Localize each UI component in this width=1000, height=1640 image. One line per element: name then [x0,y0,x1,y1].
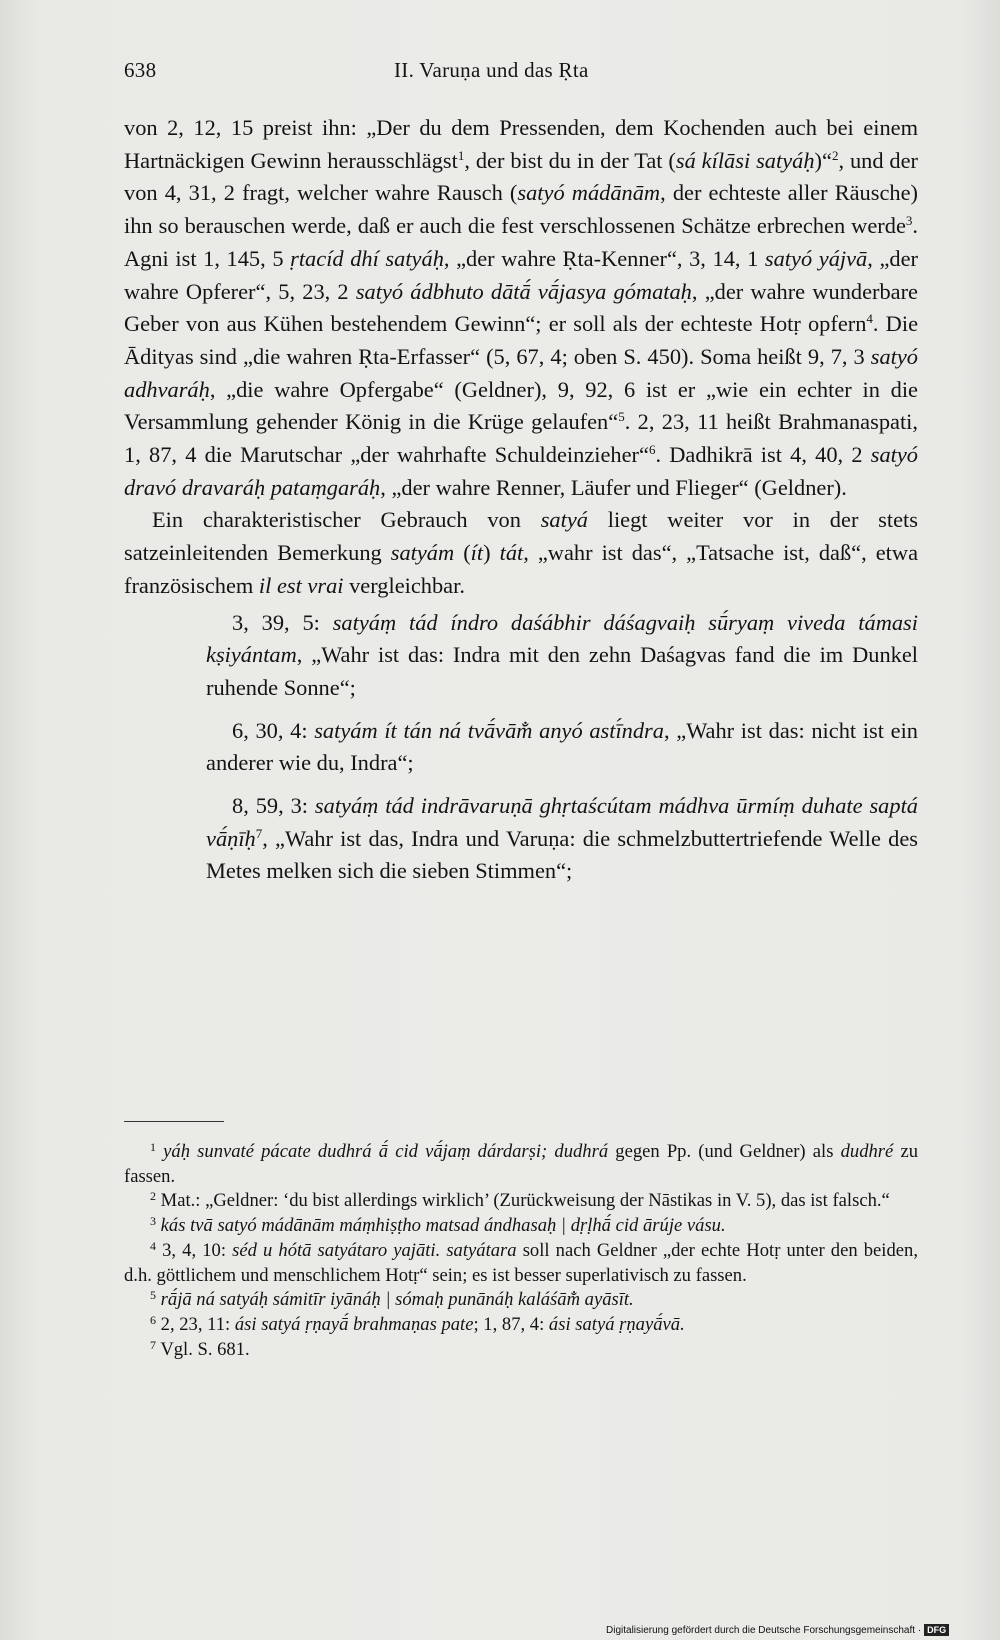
text: , „der wahre Renner, Läufer und Flieger“ (Geldner). [380,474,847,500]
translation: , „Wahr ist das: Indra mit den zehn Daśagvas fand die im Dunkel ruhende Sonne“; [206,642,918,700]
paragraph-2 [124,504,918,602]
text: , der bist du in der Tat ( [464,147,676,173]
text: , „der wahre Ṛta-Kenner“, 3, 14, 1 [443,245,765,271]
footnote-number: 2 [150,1189,156,1204]
text: , „wahr ist das“, „Tatsache ist, daß“, etwa französischem [124,540,919,598]
translation: , „Wahr ist das: nicht ist ein anderer wie du, Indra“; [206,717,918,776]
footnote-ref: 1 [457,147,465,163]
text: ( [454,540,471,566]
footnote-number: 1 [150,1140,156,1154]
sanskrit-quote: satyó ádbhuto dātā́ vā́jasya gómataḥ [355,278,692,304]
block-quote-1 [206,607,918,705]
paragraph-1 [124,112,918,504]
footnote-number: 7 [150,1337,156,1352]
sanskrit-verse: satyáṃ tád indrāvaruṇā ghṛtaścútam mádhva ūrmíṃ duhate saptá vā́ṇīḥ [206,793,918,851]
verse-reference: 8, 59, 3: [232,793,315,819]
text: von 2, 12, 15 preist ihn: „Der du dem Pressenden, dem Kochenden auch bei einem Hartnäckigen Gewinn herausschlägst [124,115,918,173]
text: , „der wahre Opferer“, 5, 23, 2 [124,245,918,304]
text: gegen Pp. (und Geldner) als [608,1141,841,1162]
sanskrit-text: ási satyá ṛṇayā́ brahmaṇas pate [234,1313,474,1335]
text: 2, 23, 11: [160,1313,235,1335]
page-header [124,58,916,94]
text: , „die wahre Opfergabe“ (Geldner), 9, 92, 6 ist er „wie ein echter in die Versammlung gehender König in die Krüge gelaufen“ [124,376,918,435]
text: . Dadhikrā ist 4, 40, 2 [655,442,871,468]
footnote-3 [124,1214,918,1239]
sanskrit-verse: satyáṃ tád índro daśábhir dáśagvaiḥ sū́ryaṃ viveda támasi kṣiyántam [206,609,918,668]
footnotes [124,1140,918,1362]
main-text [124,112,918,888]
text: )“ [814,147,832,173]
text: 3, 4, 10: [162,1239,233,1261]
credit-text: Digitalisierung gefördert durch die Deutsche Forschungsgemeinschaft · [606,1625,922,1636]
footnote-5 [124,1288,918,1313]
sanskrit-text: kás tvā satyó mádānām máṃhiṣṭho matsad ándhasaḥ | dṛḷhā́ cid ārúje vásu. [160,1215,726,1237]
sanskrit-term: satyá [540,507,588,533]
sanskrit-term: satyám [390,540,455,566]
text: ; 1, 87, 4: [473,1313,549,1335]
text: , „der wahre wunderbare Geber von aus Kühen bestehendem Gewinn“; er soll als der echteste Hotṛ opfern [124,278,919,337]
footnote-number: 5 [150,1288,156,1303]
verse-reference: 6, 30, 4: [232,717,315,743]
text: . 2, 23, 11 heißt Brahmanaspati, 1, 87, 4 die Marutschar „der wahrhafte Schuldeinzieher“ [124,409,918,468]
translation: , „Wahr ist das, Indra und Varuṇa: die schmelzbuttertriefende Welle des Metes melken sich die sieben Stimmen“; [206,825,918,884]
sanskrit-text: ási satyá ṛṇayā́vā. [548,1313,685,1335]
sanskrit-term: tát [499,540,524,566]
footnote-ref: 7 [255,825,263,841]
text: vergleichbar. [343,572,465,598]
french-term: il est vrai [258,572,344,598]
footnote-2 [124,1189,918,1214]
text: , und der von 4, 31, 2 fragt, welcher wahre Rausch ( [124,147,919,206]
text: soll nach Geldner „der echte Hotṛ unter den beiden, d.h. göttlichem und menschlichem Hotṛ“ sein; es ist besser superlativisch zu fassen. [124,1239,918,1286]
running-title: II. Varuṇa und das Ṛta [394,58,589,82]
digitization-credit [606,1624,1000,1640]
sanskrit-quote: satyó yájvā [764,245,868,271]
footnote-ref: 4 [866,311,873,327]
footnote-ref: 3 [905,213,913,229]
footnote-number: 6 [150,1312,156,1327]
sanskrit-quote: satyó dravó dravaráḥ pataṃgaráḥ [124,442,918,500]
sanskrit-quote: sá kílāsi satyáḥ [675,147,815,173]
sanskrit-quote: satyó mádānām [517,180,661,206]
footnote-ref: 2 [831,147,839,163]
footnote-4 [124,1239,918,1288]
sanskrit-text: yáḥ sunvaté pácate dudhrá ā́ cid vā́jaṃ dárdarṣi; dudhrá [163,1141,609,1162]
dfg-logo: DFG [924,1624,949,1636]
verse-reference: 3, 39, 5: [232,609,333,635]
text: Mat.: „Geldner: ‘du bist allerdings wirklich’ (Zurückweisung der Nāstikas in V. 5), das ist falsch.“ [160,1190,890,1212]
sanskrit-text: rā́jā ná satyáḥ sámitīr iyānáḥ | sómaḥ punānáḥ kaláśām̐ ayāsīt. [160,1289,634,1311]
footnote-6 [124,1313,918,1338]
text: zu fassen. [124,1141,918,1187]
footnote-rule [124,1121,224,1122]
footnote-7 [124,1338,918,1363]
page-number: 638 [124,58,157,82]
footnote-1 [124,1140,918,1189]
text: , der echteste aller Räusche) ihn so berauschen werde, daß er auch die fest verschlossenen Schätze erbrechen werde [124,180,918,239]
text: Vgl. S. 681. [160,1338,250,1360]
text: . Die Ādityas sind „die wahren Ṛta-Erfasser“ (5, 67, 4; oben S. 450). Soma heißt 9, 7, 3 [124,311,919,369]
block-quote-3 [206,790,918,888]
block-quote-2 [206,715,918,780]
footnote-ref: 5 [618,409,625,425]
sanskrit-text: séd u hótā satyátaro yajāti. satyátara [232,1239,517,1261]
sanskrit-quote: ṛtacíd dhí satyáḥ [290,245,444,271]
text: ) [483,540,500,566]
text: liegt weiter vor in der stets satzeinleitenden Bemerkung [124,507,918,566]
footnote-number: 4 [150,1238,156,1253]
sanskrit-term: ít [470,540,484,566]
text: . Agni ist 1, 145, 5 [124,213,918,271]
text: Ein charakteristischer Gebrauch von [152,507,541,533]
sanskrit-text: dudhré [840,1141,894,1162]
footnote-number: 3 [150,1214,156,1229]
sanskrit-verse: satyám ít tán ná tvā́vām̐ anyó astī́ndra [314,717,664,743]
footnote-ref: 6 [648,442,656,458]
sanskrit-quote: satyó adhvaráḥ [124,343,918,402]
